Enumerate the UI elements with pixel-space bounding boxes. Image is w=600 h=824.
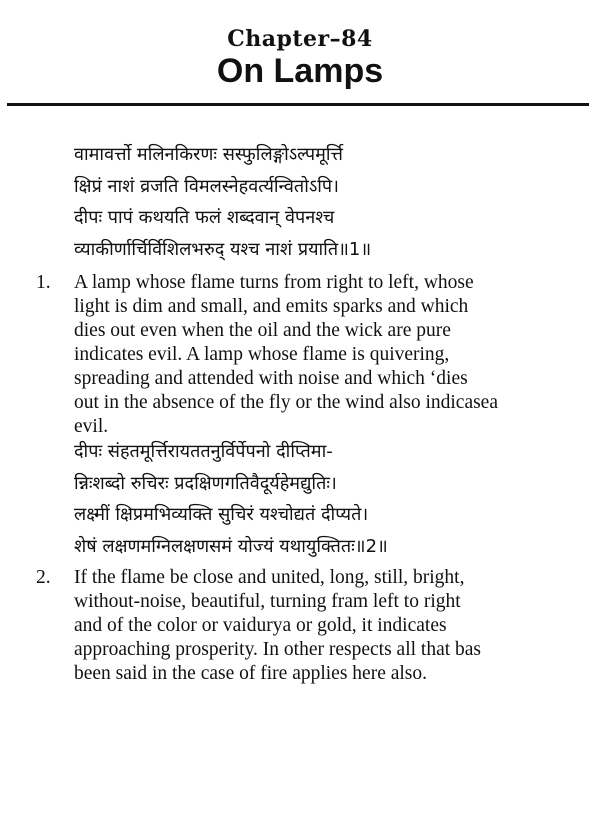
translation-line: indicates evil. A lamp whose flame is quivering,: [74, 344, 450, 365]
translation-line: out in the absence of the fly or the wind also indicasea: [74, 392, 498, 413]
verse-line: दीपः पापं कथयति फलं शब्दवान् वेपनश्च: [74, 207, 335, 228]
translation-body: [74, 271, 600, 439]
translation-line: been said in the case of fire applies here also.: [74, 663, 428, 684]
sanskrit-verse-1: [74, 139, 371, 265]
translation-line: A lamp whose flame turns from right to left, whose: [74, 272, 474, 293]
sanskrit-verse-2: [74, 436, 388, 562]
chapter-title: On Lamps: [216, 52, 384, 90]
verse-line: लक्ष्मीं क्षिप्रमभिव्यक्ति सुचिरं यश्चोद्यतं दीप्यते।: [74, 504, 369, 525]
verse-line: वामावर्त्तो मलिनकिरणः सस्फुलिङ्गोऽल्पमूर्त्ति: [74, 144, 343, 165]
translation-number: 1.: [36, 272, 51, 293]
translation-body: [74, 566, 600, 686]
translation-line: light is dim and small, and emits sparks and which: [74, 296, 469, 317]
translation-line: If the flame be close and united, long, still, bright,: [74, 567, 465, 588]
chapter-label: Chapter–84: [227, 26, 373, 52]
verse-line: व्याकीर्णार्चिर्विशिलभरुद् यश्च नाशं प्रयाति॥1॥: [74, 238, 372, 260]
translation-line: spreading and attended with noise and which ‘dies: [74, 368, 468, 389]
verse-line: दीपः संहतमूर्त्तिरायततनुर्विर्पेपनो दीप्तिमा-: [74, 441, 333, 462]
verse-line: शेषं लक्षणमग्निलक्षणसमं योज्यं यथायुक्तितः॥2॥: [74, 535, 388, 557]
translation-line: approaching prosperity. In other respects all that bas: [74, 639, 482, 660]
translation-line: dies out even when the oil and the wick are pure: [74, 320, 451, 341]
translation-line: without-noise, beautiful, turning fram left to right: [74, 591, 461, 612]
title-divider: [7, 103, 589, 106]
verse-line: न्निःशब्दो रुचिरः प्रदक्षिणगतिवैदूर्यहेमद्युतिः।: [74, 472, 337, 494]
translation-number: 2.: [36, 567, 51, 588]
translation-line: and of the color or vaidurya or gold, it indicates: [74, 615, 447, 636]
translation-line: evil.: [74, 416, 109, 437]
verse-line: क्षिप्रं नाशं व्रजति विमलस्नेहवर्त्यन्वितोऽपि।: [74, 175, 339, 197]
